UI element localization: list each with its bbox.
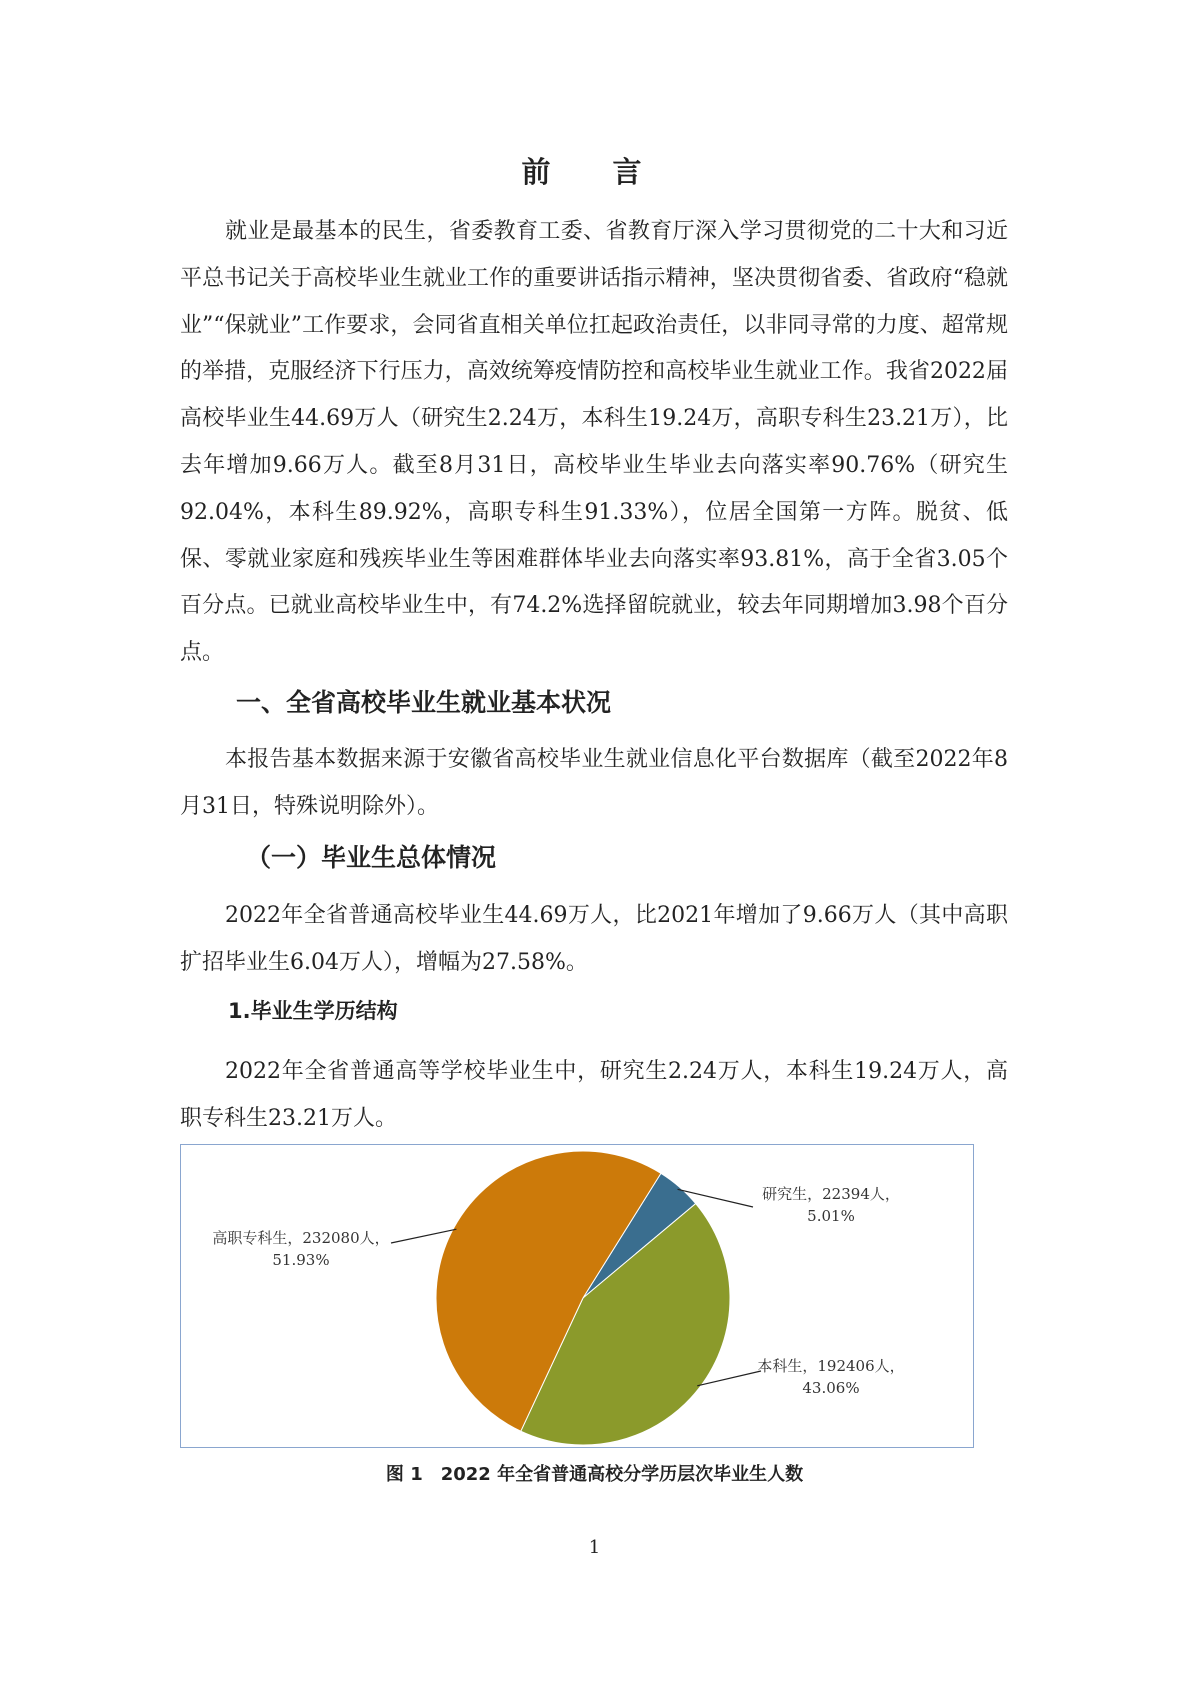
pie-chart-frame <box>180 1144 974 1448</box>
intro-paragraph: 就业是最基本的民生，省委教育工委、省教育厅深入学习贯彻党的二十大和习近平总书记关于高校毕业生就业工作的重要讲话指示精神，坚决贯彻省委、省政府“稳就业”“保就业”工作要求，会同省直相关单位扛起政治责任，以非同寻常的力度、超常规的举措，克服经济下行压力，高效统筹疫情防控和高校毕业生就业工作。我省2022届高校毕业生44.69万人（研究生2.24万，本科生19.24万，高职专科生23.21万），比去年增加9.66万人。截至8月31日，高校毕业生毕业去向落实率90.76%（研究生92.04%，本科生89.92%，高职专科生91.33%），位居全国第一方阵。脱贫、低保、零就业家庭和残疾毕业生等困难群体毕业去向落实率93.81%，高于全省3.05个百分点。已就业高校毕业生中，有74.2%选择留皖就业，较去年同期增加3.98个百分点。 <box>180 219 1008 666</box>
page-number: 1 <box>588 1537 601 1558</box>
graduate-total-paragraph: 2022年全省普通高校毕业生44.69万人，比2021年增加了9.66万人（其中高职扩招毕业生6.04万人），增幅为27.58%。 <box>180 903 1008 975</box>
item-heading: 1.毕业生学历结构 <box>228 999 398 1023</box>
subsection-heading: （一）毕业生总体情况 <box>246 843 497 872</box>
education-structure-paragraph: 2022年全省普通高等学校毕业生中，研究生2.24万人，本科生19.24万人，高职专科生23.21万人。 <box>180 1059 1008 1131</box>
slice-label-0: 研究生，22394人， 5.01% <box>762 1185 900 1225</box>
data-source-paragraph: 本报告基本数据来源于安徽省高校毕业生就业信息化平台数据库（截至2022年8月31日，特殊说明除外）。 <box>180 747 1008 819</box>
leader-line-2 <box>391 1229 456 1243</box>
slice-label-1: 本科生，192406人， 43.06% <box>757 1357 905 1397</box>
pie-chart <box>181 1145 975 1449</box>
figure-caption: 图 1 2022 年全省普通高校分学历层次毕业生人数 <box>385 1464 804 1485</box>
page-title: 前 言 <box>521 155 668 189</box>
slice-label-2: 高职专科生，232080人， 51.93% <box>212 1229 390 1269</box>
section-heading: 一、全省高校毕业生就业基本状况 <box>236 688 612 717</box>
